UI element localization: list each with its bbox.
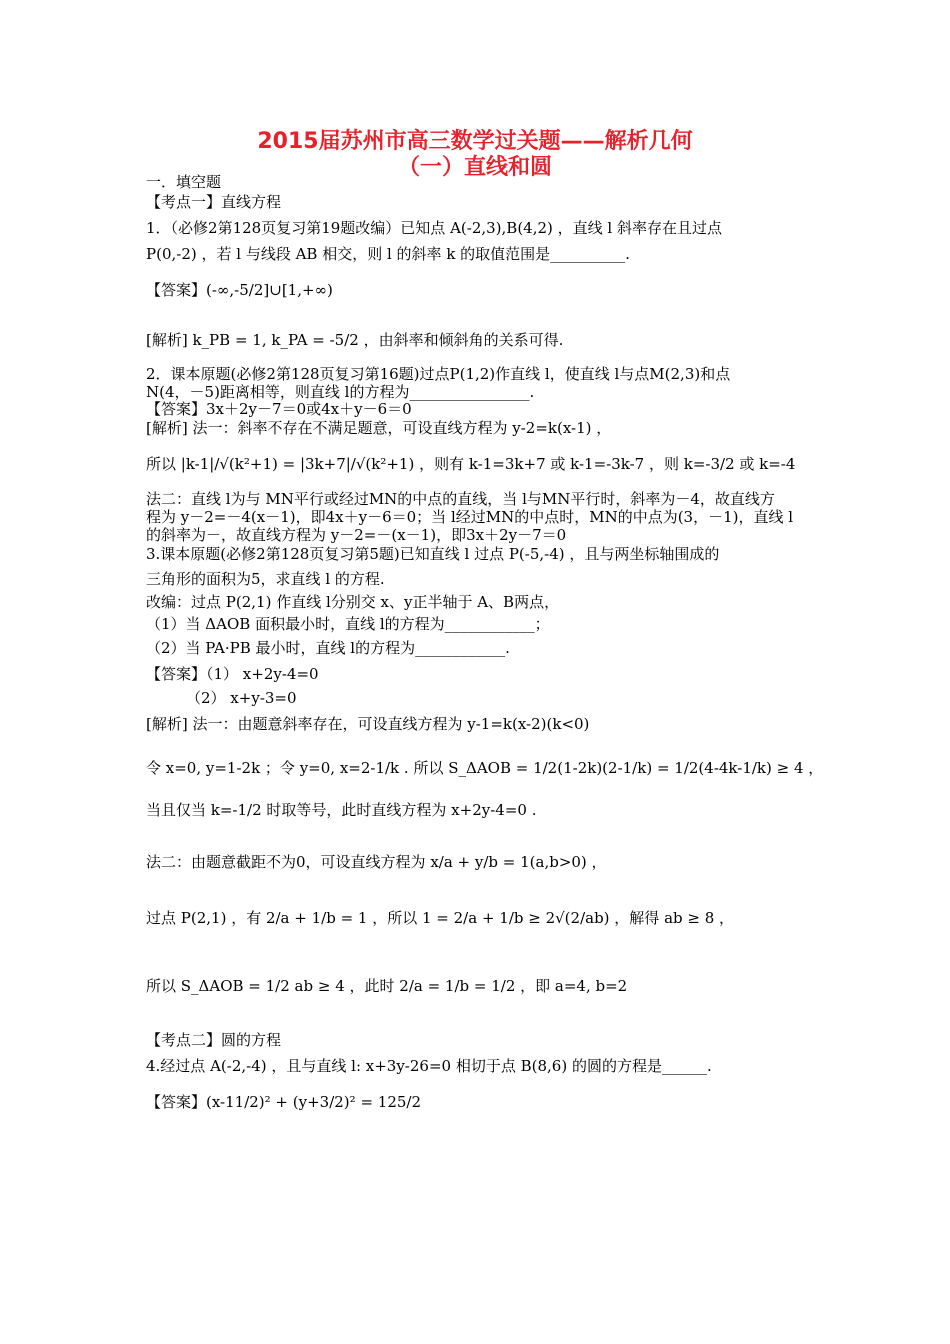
- document-subtitle: （一）直线和圆: [397, 155, 552, 180]
- question-text: 3.课本原题(必修2第128页复习第5题)已知直线 l 过点 P(-5,-4) ，且与两坐标轴围成的: [146, 545, 720, 563]
- question-text: P(0,-2) ，若 l 与线段 AB 相交，则 l 的斜率 k 的取值范围是__________.: [146, 245, 630, 263]
- question-text: （2）当 PA·PB 最小时，直线 l的方程为____________.: [146, 639, 510, 657]
- answer-text: 【答案】(-∞,-5/2]∪[1,+∞): [146, 281, 333, 299]
- analysis-text: [解析] 法一：由题意斜率存在，可设直线方程为 y-1=k(x-2)(k<0): [146, 715, 590, 733]
- section-heading: 一．填空题: [146, 173, 222, 191]
- analysis-text: 法二：直线 l为与 MN平行或经过MN的中点的直线，当 l与MN平行时，斜率为－4，故直线方: [146, 490, 775, 508]
- analysis-text: 法二：由题意截距不为0，可设直线方程为 x/a + y/b = 1(a,b>0) ，: [146, 853, 607, 871]
- analysis-text: 令 x=0, y=1-2k ；令 y=0, x=2-1/k . 所以 S_ΔAOB = 1/2(1-2k)(2-1/k) = 1/2(4-4k-1/k) ≥ 4 ，: [146, 759, 824, 777]
- analysis-text: [解析] k_PB = 1, k_PA = -5/2 ，由斜率和倾斜角的关系可得.: [146, 331, 564, 349]
- document-title: 2015届苏州市高三数学过关题——解析几何: [257, 129, 693, 154]
- question-text: 1．（必修2第128页复习第19题改编）已知点 A(-2,3),B(4,2) ，直线 l 斜率存在且过点: [146, 219, 722, 237]
- question-text: 4.经过点 A(-2,-4) ，且与直线 l: x+3y-26=0 相切于点 B(8,6) 的圆的方程是______.: [146, 1057, 712, 1075]
- question-text: N(4，－5)距离相等，则直线 l的方程为________________.: [146, 383, 535, 401]
- analysis-text: [解析] 法一：斜率不存在不满足题意，可设直线方程为 y-2=k(x-1) ，: [146, 419, 612, 437]
- analysis-text: 过点 P(2,1) ，有 2/a + 1/b = 1 ，所以 1 = 2/a + 1/b ≥ 2√(2/ab) ，解得 ab ≥ 8 ，: [146, 909, 735, 927]
- analysis-text: 所以 S_ΔAOB = 1/2 ab ≥ 4 ，此时 2/a = 1/b = 1/2 ，即 a=4, b=2: [146, 977, 628, 995]
- analysis-text: 的斜率为－，故直线方程为 y－2=－(x－1)，即3x＋2y－7＝0: [146, 526, 567, 544]
- analysis-text: 当且仅当 k=-1/2 时取等号，此时直线方程为 x+2y-4=0 .: [146, 801, 537, 819]
- answer-text: 【答案】(x-11/2)² + (y+3/2)² = 125/2: [146, 1093, 422, 1111]
- question-text: 改编：过点 P(2,1) 作直线 l分别交 x、y正半轴于 A、B两点，: [146, 593, 560, 611]
- analysis-text: 所以 |k-1|/√(k²+1) = |3k+7|/√(k²+1) ，则有 k-1=3k+7 或 k-1=-3k-7 ，则 k=-3/2 或 k=-4: [146, 455, 796, 473]
- topic-heading: 【考点二】圆的方程: [146, 1031, 282, 1049]
- answer-text: （2） x+y-3=0: [186, 689, 297, 707]
- answer-text: 【答案】（1） x+2y-4=0: [146, 665, 319, 683]
- topic-heading: 【考点一】直线方程: [146, 193, 282, 211]
- analysis-text: 程为 y－2=－4(x－1)，即4x＋y－6＝0；当 l经过MN的中点时，MN的中点为(3，－1)，直线 l: [146, 508, 794, 526]
- question-text: 2．课本原题(必修2第128页复习第16题)过点P(1,2)作直线 l，使直线 l与点M(2,3)和点: [146, 365, 731, 383]
- question-text: 三角形的面积为5，求直线 l 的方程.: [146, 570, 385, 588]
- answer-text: 【答案】3x＋2y－7＝0或4x＋y－6＝0: [146, 400, 412, 418]
- question-text: （1）当 ΔAOB 面积最小时，直线 l的方程为____________；: [146, 615, 550, 633]
